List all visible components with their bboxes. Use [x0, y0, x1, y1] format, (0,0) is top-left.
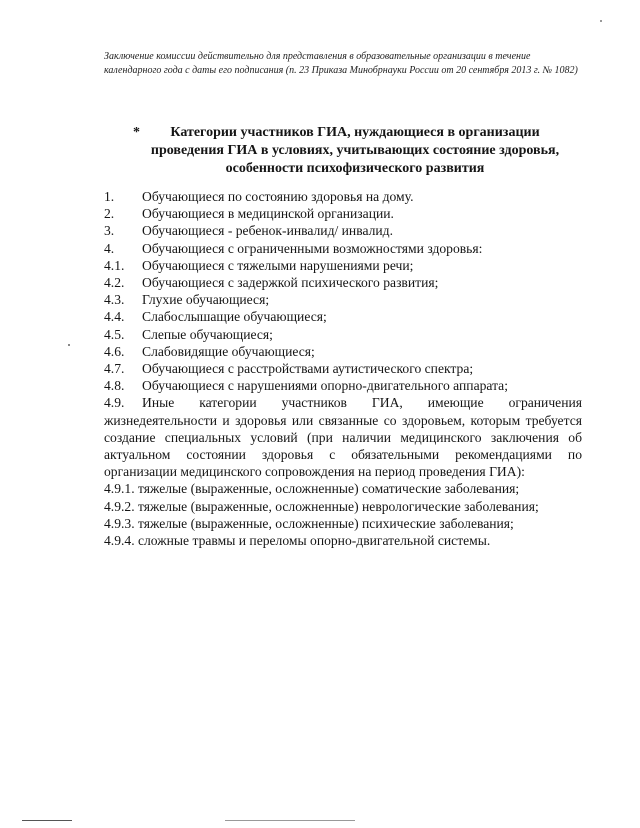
- item-number: 2.: [104, 206, 115, 222]
- item-text: Обучающиеся - ребенок-инвалид/ инвалид.: [142, 223, 393, 239]
- list-item: [104, 291, 582, 308]
- item-text: Обучающиеся в медицинской организации.: [142, 206, 394, 222]
- item-number: 4.9.: [104, 395, 125, 411]
- item-number: 4.8.: [104, 378, 125, 394]
- item-number: 4.3.: [104, 292, 125, 308]
- item-number: 4.1.: [104, 257, 125, 273]
- item-number: 1.: [104, 189, 115, 204]
- scan-artifact-line: [225, 820, 355, 821]
- item-number: 4.6.: [104, 343, 125, 359]
- list-item: [104, 240, 582, 257]
- sub-list-item: 4.9.4. сложные травмы и переломы опорно-двигательной системы.: [104, 533, 491, 549]
- sub-list-item: 4.9.2. тяжелые (выраженные, осложненные) неврологические заболевания;: [104, 498, 539, 514]
- title-marker: *: [133, 125, 140, 140]
- item-number: 3.: [104, 223, 115, 239]
- list-item: [104, 205, 582, 222]
- list-item: [104, 308, 582, 325]
- item-text: Обучающиеся с тяжелыми нарушениями речи;: [142, 257, 414, 273]
- item-number: 4.7.: [104, 361, 125, 377]
- sub-list-item: 4.9.3. тяжелые (выраженные, осложненные) психические заболевания;: [104, 515, 514, 531]
- scan-artifact-dot: [68, 344, 70, 346]
- item-4-9-continuation: жизнедеятельности и здоровья или связанные со здоровьем, которым требуется создание специальных условий (при наличии медицинского заключения об актуальном состоянии здоровья с обязательными рекомендациями по организации медицинского сопровождения на период проведения ГИА):: [104, 412, 582, 480]
- list-item: [104, 188, 582, 205]
- header-note: Заключение комиссии действительно для представления в образовательные организации в течение календарного года с даты его подписания (п. 23 Приказа Минобрнауки России от 20 сентября 2013 г. № 1082): [104, 51, 578, 76]
- item-text: Обучающиеся по состоянию здоровья на дому.: [142, 189, 414, 204]
- title-line: Категории участников ГИА, нуждающиеся в организации: [170, 125, 540, 140]
- item-text: Обучающиеся с ограниченными возможностями здоровья:: [142, 240, 483, 256]
- item-text: Иные категории участников ГИА, имеющие ограничения: [142, 395, 582, 411]
- category-list: [104, 188, 582, 549]
- item-number: 4.5.: [104, 326, 125, 342]
- item-text: Слабослышащие обучающиеся;: [142, 309, 327, 325]
- item-number: 4.4.: [104, 309, 125, 325]
- list-item: [104, 343, 582, 360]
- list-item: [104, 360, 582, 377]
- title-line: особенности психофизического развития: [225, 161, 485, 176]
- item-text: Слепые обучающиеся;: [142, 326, 273, 342]
- list-item: [104, 326, 582, 343]
- item-number: 4.: [104, 240, 115, 256]
- item-number: 4.2.: [104, 275, 125, 291]
- item-text: Обучающиеся с нарушениями опорно-двигательного аппарата;: [142, 378, 508, 394]
- item-text: Обучающиеся с расстройствами аутистического спектра;: [142, 361, 474, 377]
- title-line: проведения ГИА в условиях, учитывающих состояние здоровья,: [150, 143, 560, 158]
- list-item: [104, 377, 582, 394]
- item-text: Обучающиеся с задержкой психического развития;: [142, 275, 439, 291]
- scan-artifact-line: [22, 820, 72, 821]
- list-item-4-9: [104, 394, 582, 411]
- list-item: [104, 222, 582, 239]
- sub-list-item: 4.9.1. тяжелые (выраженные, осложненные) соматические заболевания;: [104, 481, 520, 497]
- item-text: Глухие обучающиеся;: [142, 292, 270, 308]
- page-title: [110, 124, 600, 178]
- list-item: [104, 257, 582, 274]
- scan-artifact-dot: [600, 20, 602, 22]
- item-text: Слабовидящие обучающиеся;: [142, 343, 315, 359]
- list-item: [104, 274, 582, 291]
